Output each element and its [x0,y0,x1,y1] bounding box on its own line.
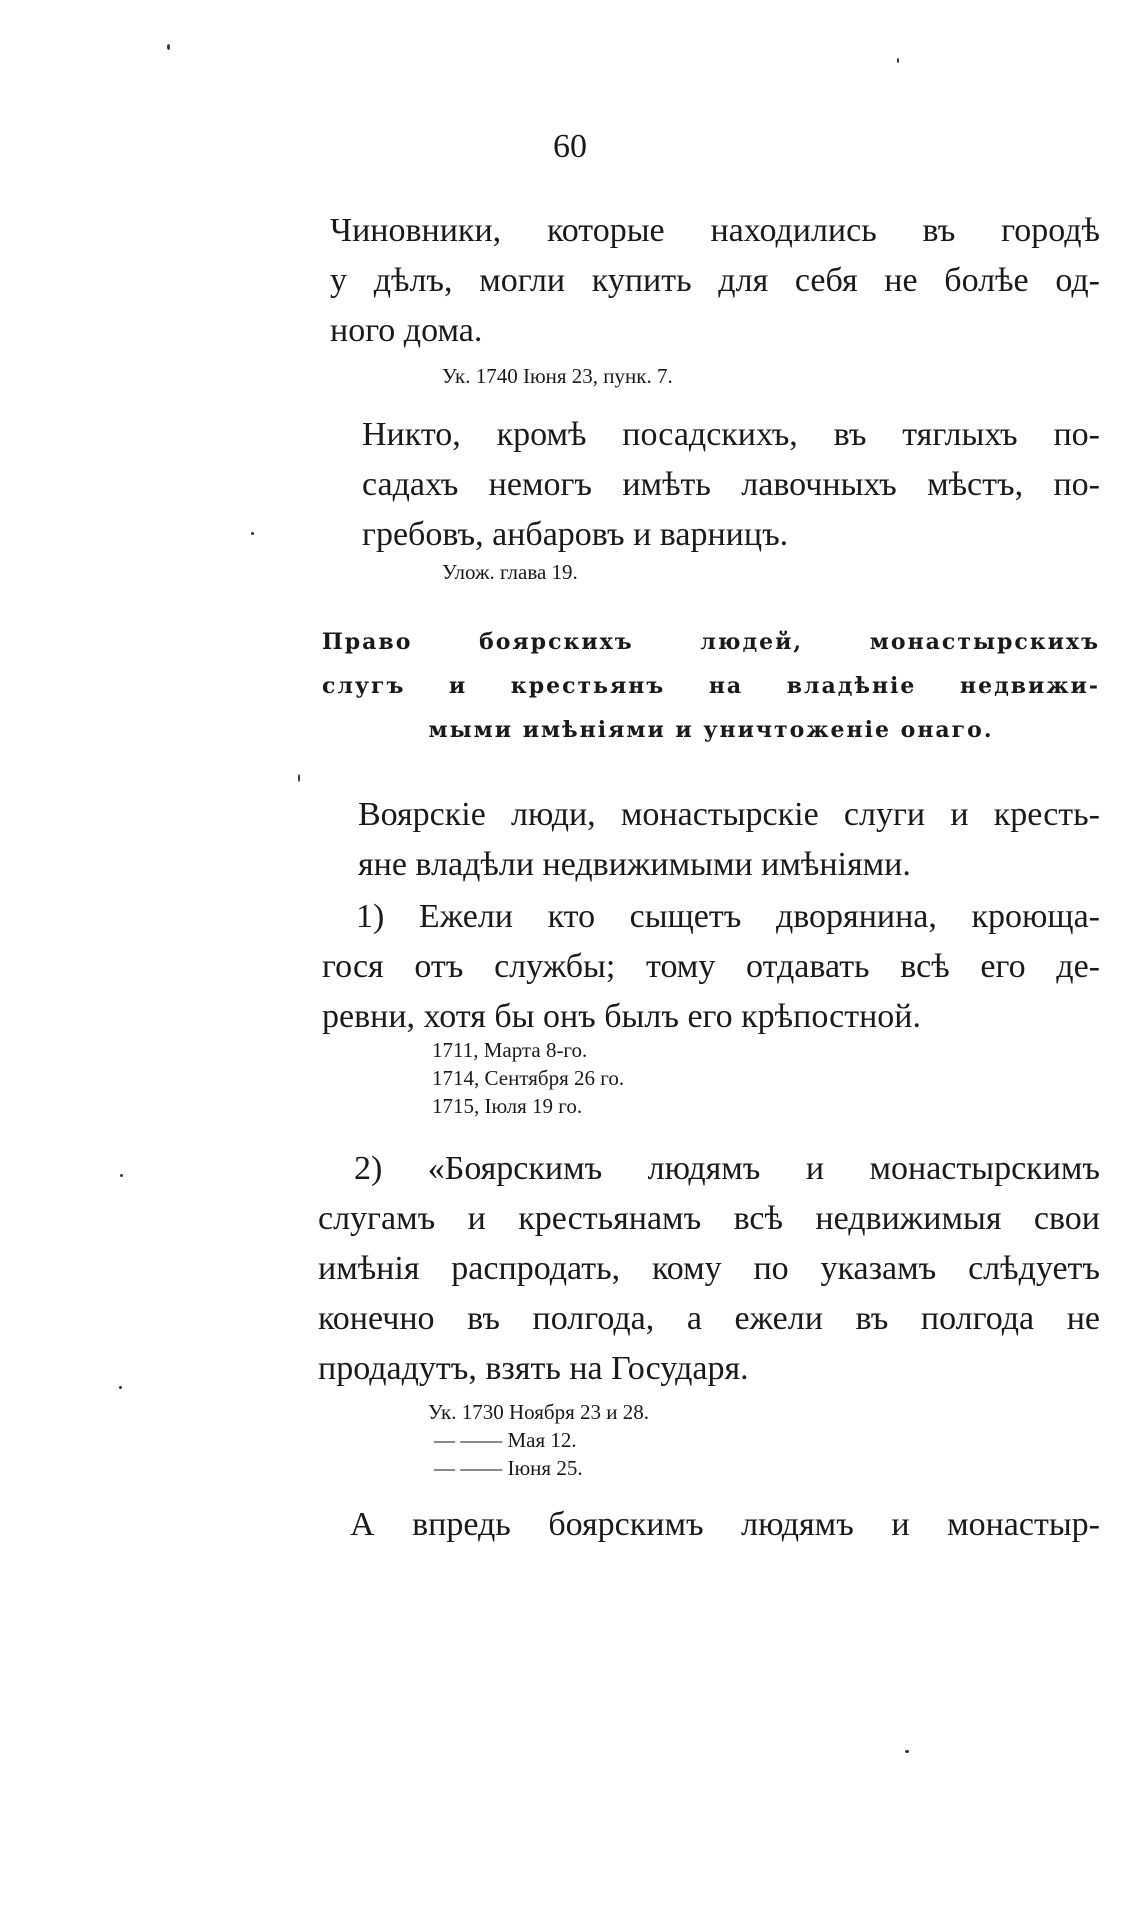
citation-5 [428,1398,1140,1482]
text-line: яне владѣли недвижимыми имѣніями. [358,846,911,883]
citation-line: Ук. 1740 Іюня 23, пунк. 7. [442,364,673,388]
text-line: ного дома. [330,312,483,349]
scan-speck [905,1750,909,1753]
section-heading [322,620,1100,752]
citation-line: — —— Іюня 25. [434,1456,583,1480]
text-line: ревни, хотя бы онъ былъ его крѣпостной. [322,998,922,1035]
citation-line: 1711, Марта 8-го. [432,1038,588,1062]
text-line: слугамъ и крестьянамъ всѣ недвижимыя свои [318,1200,1100,1237]
citation-line: 1715, Іюля 19 го. [432,1094,583,1118]
page-number: 60 [553,128,587,165]
text-line: садахъ немогъ имѣть лавочныхъ мѣстъ, по- [362,466,1100,503]
heading-line: Право боярскихъ людей, монастырскихъ [322,629,1100,655]
citation-2 [442,558,1140,586]
text-line: Чиновники, которые находились въ городѣ [330,212,1100,249]
citation-line: — —— Мая 12. [434,1428,577,1452]
scan-speck [897,58,899,63]
text-line: продадутъ, взять на Государя. [318,1350,749,1387]
paragraph-item-2 [318,1144,1100,1394]
paragraph-officials [330,206,1100,356]
heading-line: слугъ и крестьянъ на владѣніе недвижи- [322,673,1100,699]
text-line: конечно въ полгода, а ежели въ полгода не [318,1300,1100,1337]
scan-speck [167,44,170,50]
heading-line: мыми имѣніями и уничтоженіе онаго. [428,717,994,743]
text-line: у дѣлъ, могли купить для себя не болѣе од- [330,262,1100,299]
text-line: гося отъ службы; тому отдавать всѣ его де- [322,948,1100,985]
text-line: Воярскіе люди, монастырскіе слуги и кресть- [358,796,1100,833]
citation-4 [432,1036,1140,1120]
scan-speck [120,1174,123,1177]
text-line: 1) Ежели кто сыщетъ дворянина, кроюща- [356,898,1100,935]
text-line: гребовъ, анбаровъ и варницъ. [362,516,789,553]
text-line: А впредь боярскимъ людямъ и монастыр- [350,1506,1100,1543]
text-line: 2) «Боярскимъ людямъ и монастырскимъ [354,1150,1100,1187]
paragraph-posad [362,410,1100,560]
citation-1 [442,362,1140,390]
text-line: Никто, кромѣ посадскихъ, въ тяглыхъ по- [362,416,1100,453]
paragraph-item-1 [322,892,1100,1042]
scan-speck [119,1386,122,1389]
citation-line: 1714, Сентября 26 го. [432,1066,625,1090]
scan-speck [251,532,254,535]
paragraph-boyar-people [358,790,1100,890]
paragraph-continued [350,1500,1100,1550]
scan-speck [298,774,300,782]
citation-line: Ук. 1730 Ноября 23 и 28. [428,1400,649,1424]
text-line: имѣнія распродать, кому по указамъ слѣдуетъ [318,1250,1100,1287]
citation-line: Улож. глава 19. [442,560,578,584]
